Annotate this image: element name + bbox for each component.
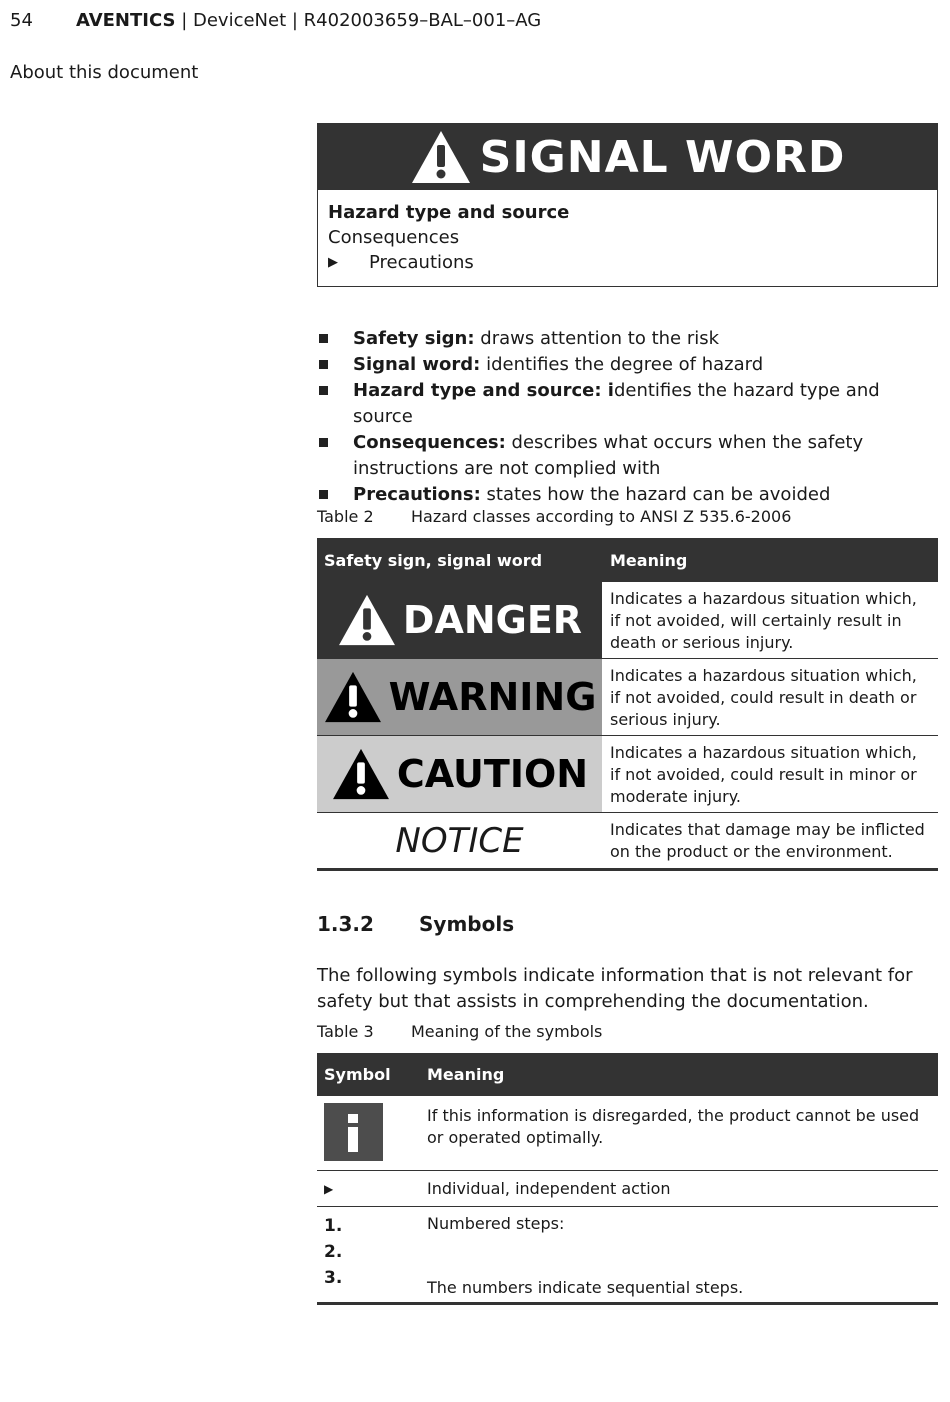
signal-word: NOTICE — [395, 820, 524, 861]
bullet-term: Precautions: — [353, 484, 481, 505]
signal-word: CAUTION — [396, 752, 589, 796]
hazard-classes-table — [317, 538, 938, 871]
warning-triangle-icon — [410, 129, 472, 185]
bullet-list — [317, 326, 938, 508]
table-row — [317, 659, 938, 736]
symbol-cell — [317, 1177, 427, 1200]
list-item — [317, 352, 938, 378]
precautions-line — [328, 250, 927, 275]
notice-sign — [317, 813, 602, 868]
hazard-type-label: Hazard type and source — [328, 202, 570, 223]
table-header — [317, 538, 938, 582]
steps-note: The numbers indicate sequential steps. — [427, 1278, 744, 1297]
symbol-cell — [317, 1213, 427, 1302]
symbol-cell — [317, 1105, 427, 1170]
step-number: 2. — [324, 1242, 343, 1262]
column-header: Symbol — [324, 1065, 391, 1084]
warning-triangle-icon — [331, 747, 391, 801]
table-row — [317, 1096, 938, 1171]
step-number: 1. — [324, 1216, 343, 1236]
table-number: Table 3 — [317, 1022, 374, 1041]
bullet-square-icon — [319, 490, 328, 499]
meaning-cell: Indicates a hazardous situation which, if not avoided, could result in death or serious injury. — [610, 666, 917, 729]
bullet-text: states how the hazard can be avoided — [480, 484, 831, 505]
signal-word-box — [317, 123, 938, 287]
table-caption — [317, 507, 938, 526]
table-caption — [317, 1022, 938, 1041]
meaning-cell: Individual, independent action — [427, 1178, 671, 1198]
table-row — [317, 582, 938, 659]
danger-sign — [317, 582, 602, 658]
consequences-label: Consequences — [328, 227, 460, 248]
step-number: 3. — [324, 1268, 343, 1288]
steps-meaning: Numbered steps: — [427, 1214, 565, 1233]
meaning-cell: Indicates a hazardous situation which, if not avoided, will certainly result in death or serious injury. — [610, 589, 917, 652]
meaning-cell — [427, 1213, 938, 1302]
precautions-label: Precautions — [369, 252, 474, 273]
section-paragraph: The following symbols indicate information that is not relevant for safety but that assists in comprehending the documentation. — [317, 965, 913, 1012]
column-header: Meaning — [610, 550, 688, 570]
table-number: Table 2 — [317, 507, 374, 526]
list-item — [317, 326, 938, 352]
bullet-text: dentifies the hazard type and source — [353, 380, 880, 427]
bullet-text: identifies the degree of hazard — [480, 354, 764, 375]
meaning-cell: If this information is disregarded, the product cannot be used or operated optimally. — [427, 1106, 920, 1147]
warning-triangle-icon — [323, 670, 383, 724]
page-number: 54 — [10, 10, 33, 31]
table-header — [317, 1053, 938, 1096]
bullet-text: describes what occurs when the safety instructions are not complied with — [353, 432, 864, 479]
meaning-cell: Indicates that damage may be inflicted on the product or the environment. — [610, 820, 925, 861]
table-row — [317, 736, 938, 813]
caution-sign — [317, 736, 602, 812]
signal-word-body — [318, 190, 937, 285]
signal-word-header — [318, 124, 937, 190]
table-row — [317, 813, 938, 871]
bullet-term: Safety sign: — [353, 328, 475, 349]
section-heading — [317, 912, 938, 936]
table-row — [317, 1207, 938, 1305]
section-label: About this document — [10, 62, 199, 83]
bullet-term: Signal word: — [353, 354, 481, 375]
meaning-cell: Indicates a hazardous situation which, if not avoided, could result in minor or moderate injury. — [610, 743, 917, 806]
bullet-term: Hazard type and source: i — [353, 380, 614, 401]
section-title: Symbols — [419, 912, 515, 936]
list-item — [317, 378, 938, 430]
bullet-square-icon — [319, 386, 328, 395]
table-title: Meaning of the symbols — [411, 1022, 603, 1041]
warning-triangle-icon — [337, 593, 397, 647]
document-info: | DeviceNet | R402003659–BAL–001–AG — [175, 10, 542, 31]
bullet-term: Consequences: — [353, 432, 506, 453]
table-row — [317, 1171, 938, 1207]
bullet-square-icon — [319, 334, 328, 343]
column-header: Meaning — [427, 1065, 505, 1084]
signal-word-title: SIGNAL WORD — [479, 131, 846, 183]
table-title: Hazard classes according to ANSI Z 535.6-2006 — [411, 507, 792, 526]
list-item — [317, 430, 938, 482]
page-header — [10, 10, 541, 31]
warning-sign — [317, 659, 602, 735]
bullet-text: draws attention to the risk — [474, 328, 720, 349]
action-arrow-icon: ▶ — [328, 255, 338, 270]
bullet-square-icon — [319, 438, 328, 447]
bullet-square-icon — [319, 360, 328, 369]
action-arrow-icon: ▶ — [324, 1182, 334, 1196]
symbols-table — [317, 1053, 938, 1305]
signal-word: WARNING — [388, 675, 597, 719]
signal-word: DANGER — [402, 598, 583, 642]
list-item — [317, 482, 938, 508]
section-number: 1.3.2 — [317, 912, 374, 936]
column-header: Safety sign, signal word — [324, 550, 543, 570]
brand-name: AVENTICS — [76, 10, 176, 31]
info-icon — [324, 1103, 383, 1161]
